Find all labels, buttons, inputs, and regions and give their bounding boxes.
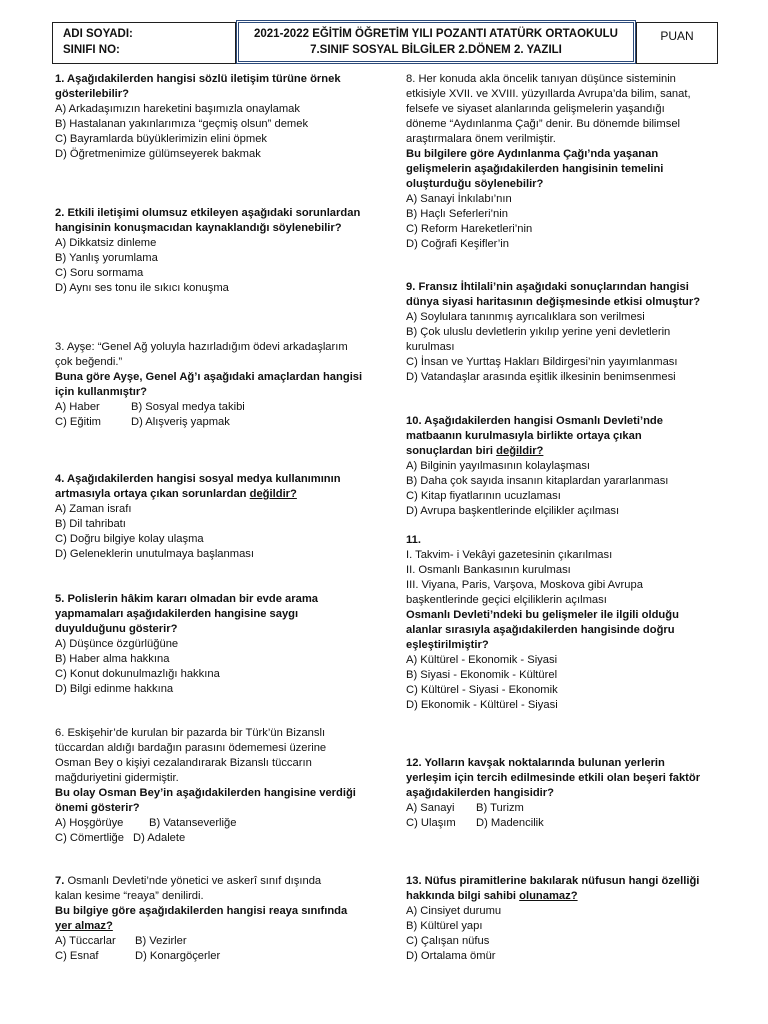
question-stem: 9. Fransız İhtilali’nin aşağıdaki sonuçlarından hangisi	[406, 281, 689, 293]
question-stem: Osmanlı Devleti’ndeki bu gelişmeler ile ilgili olduğu	[406, 609, 679, 621]
exam-title-box	[236, 20, 636, 64]
option-b: B) Haber alma hakkına	[55, 653, 170, 665]
statement-3-cont: başkentlerinde geçici elçiliklerin açılması	[406, 594, 607, 606]
option-d: D) Bilgi edinme hakkına	[55, 683, 174, 695]
question-4	[55, 472, 395, 562]
question-stem: hakkında bilgi sahibi olunamaz?	[406, 890, 578, 902]
question-stem: artmasıyla ortaya çıkan sorunlardan değildir?	[55, 488, 297, 500]
option-b: B) Daha çok sayıda insanın kitaplardan yararlanması	[406, 475, 669, 487]
question-8	[406, 72, 716, 252]
option-a: A) Kültürel - Ekonomik - Siyasi	[406, 654, 558, 666]
option-c: C) Ulaşım	[406, 817, 456, 829]
option-b: B) Kültürel yapı	[406, 920, 483, 932]
option-d: D) Madencilik	[476, 817, 544, 829]
question-stem: dünya siyasi haritasının değişmesinde etkisi olmuştur?	[406, 296, 701, 308]
option-b: B) Vezirler	[135, 935, 187, 947]
statement-1: I. Takvim- i Vekâyi gazetesinin çıkarılması	[406, 549, 613, 561]
option-b: B) Siyasi - Ekonomik - Kültürel	[406, 669, 558, 681]
question-stem: sonuçlardan biri değildir?	[406, 445, 544, 457]
option-a: A) Hoşgörüye	[55, 817, 124, 829]
options-row-1	[55, 816, 395, 831]
exam-title-line2: 7.SINIF SOSYAL BİLGİLER 2.DÖNEM 2. YAZILI	[310, 44, 562, 56]
question-text: 8. Her konuda akla öncelik tanıyan düşünce sisteminin	[406, 73, 676, 85]
question-text: döneme “Aydınlanma Çağı” denir. Bu dönemde bilimsel	[406, 118, 681, 130]
option-a: A) Zaman israfı	[55, 503, 132, 515]
option-d: D) Alışveriş yapmak	[131, 416, 230, 428]
option-a: A) Arkadaşımızın hareketini başımızla onaylamak	[55, 103, 300, 115]
option-d: D) Vatandaşlar arasında eşitlik ilkesinin benimsenmesi	[406, 371, 676, 383]
option-c: C) Kitap fiyatlarının ucuzlaması	[406, 490, 561, 502]
options-row-2	[55, 949, 395, 964]
option-a: A) Haber	[55, 401, 100, 413]
name-label: ADI SOYADI:	[63, 28, 133, 40]
question-stem: Bu olay Osman Bey’in aşağıdakilerden hangisine verdiği	[55, 787, 356, 799]
question-text: etkisiyle XVII. ve XVIII. yüzyıllarda Avrupa’da bilim, sanat,	[406, 88, 691, 100]
question-9	[406, 280, 716, 385]
option-d: D) Ekonomik - Kültürel - Siyasi	[406, 699, 558, 711]
question-stem: gösterilebilir?	[55, 88, 129, 100]
option-d: D) Avrupa başkentlerinde elçilikler açılması	[406, 505, 620, 517]
option-c: C) Konut dokunulmazlığı hakkına	[55, 668, 220, 680]
option-a: A) Bilginin yayılmasının kolaylaşması	[406, 460, 591, 472]
statement-3: III. Viyana, Paris, Varşova, Moskova gibi Avrupa	[406, 579, 643, 591]
question-text: araştırmalara önem verilmiştir.	[406, 133, 556, 145]
question-11	[406, 533, 716, 713]
question-stem: oluşturduğu söylenebilir?	[406, 178, 544, 190]
option-c: C) Kültürel - Siyasi - Ekonomik	[406, 684, 558, 696]
options-row-2	[406, 816, 716, 831]
option-d: D) Aynı ses tonu ile sıkıcı konuşma	[55, 282, 229, 294]
question-7	[55, 874, 395, 964]
question-stem: 1. Aşağıdakilerden hangisi sözlü iletişim türüne örnek	[55, 73, 341, 85]
option-c: C) İnsan ve Yurttaş Hakları Bildirgesi’nin yayımlanması	[406, 356, 678, 368]
question-text: 6. Eskişehir’de kurulan bir pazarda bir Türk’ün Bizanslı	[55, 727, 326, 739]
option-a: A) Sanayi	[406, 802, 455, 814]
option-c: C) Reform Hareketleri’nin	[406, 223, 533, 235]
question-stem: önemi gösterir?	[55, 802, 140, 814]
negation-emphasis: değildir?	[249, 488, 297, 500]
question-stem: duyulduğunu gösterir?	[55, 623, 178, 635]
score-label: PUAN	[660, 29, 694, 43]
student-info-box	[52, 22, 236, 64]
question-stem: eşleştirilmiştir?	[406, 639, 489, 651]
option-a: A) Sanayi İnkılabı’nın	[406, 193, 512, 205]
options-row-1	[406, 801, 716, 816]
option-c: C) Eğitim	[55, 416, 101, 428]
option-a: A) Cinsiyet durumu	[406, 905, 502, 917]
statement-2: II. Osmanlı Bankasının kurulması	[406, 564, 571, 576]
options-row-2	[55, 415, 395, 430]
option-b: B) Hastalanan yakınlarımıza “geçmiş olsun” demek	[55, 118, 309, 130]
question-stem: Bu bilgiye göre aşağıdakilerden hangisi reaya sınıfında	[55, 905, 348, 917]
question-text: çok beğendi.”	[55, 356, 123, 368]
question-stem: matbaanın kurulmasıyla birlikte ortaya çıkan	[406, 430, 642, 442]
exam-title-line1: 2021-2022 EĞİTİM ÖĞRETİM YILI POZANTI ATATÜRK ORTAOKULU	[254, 28, 618, 40]
option-a: A) Tüccarlar	[55, 935, 116, 947]
option-b: B) Çok uluslu devletlerin yıkılıp yerine yeni devletlerin	[406, 326, 671, 338]
negation-emphasis: olunamaz?	[519, 890, 578, 902]
option-b: B) Haçlı Seferleri’nin	[406, 208, 508, 220]
option-c: C) Cömertliğe	[55, 832, 125, 844]
option-c: C) Esnaf	[55, 950, 99, 962]
options-row-2	[55, 831, 395, 846]
question-stem: 12. Yolların kavşak noktalarında bulunan yerlerin	[406, 757, 665, 769]
option-d: D) Konargöçerler	[135, 950, 221, 962]
negation-emphasis: yer almaz?	[55, 920, 113, 932]
option-b: B) Yanlış yorumlama	[55, 252, 158, 264]
question-text: tüccardan aldığı bardağın parasını ödememesi üzerine	[55, 742, 327, 754]
options-row-1	[55, 400, 395, 415]
negation-emphasis: değildir?	[496, 445, 544, 457]
option-a: A) Dikkatsiz dinleme	[55, 237, 157, 249]
options-row-1	[55, 934, 395, 949]
question-stem: gelişmelerin aşağıdakilerden hangisinin temelini	[406, 163, 664, 175]
question-stem: yapmamaları aşağıdakilerden hangisine saygı	[55, 608, 299, 620]
question-1	[55, 72, 395, 162]
question-text: 3. Ayşe: “Genel Ağ yoluyla hazırladığım ödevi arkadaşlarım	[55, 341, 348, 353]
option-c: C) Bayramlarda büyüklerimizin elini öpmek	[55, 133, 268, 145]
question-3	[55, 340, 395, 430]
option-d: D) Ortalama ömür	[406, 950, 496, 962]
option-a: A) Düşünce özgürlüğüne	[55, 638, 179, 650]
option-d: D) Geleneklerin unutulmaya başlanması	[55, 548, 254, 560]
option-b-cont: kurulması	[406, 341, 455, 353]
question-text: Osman Bey o kişiyi cezalandırarak Bizanslı tüccarın	[55, 757, 312, 769]
question-12	[406, 756, 716, 831]
question-stem: Bu bilgilere göre Aydınlanma Çağı’nda yaşanan	[406, 148, 659, 160]
question-2	[55, 206, 395, 296]
option-b: B) Turizm	[476, 802, 524, 814]
question-stem: 4. Aşağıdakilerden hangisi sosyal medya kullanımının	[55, 473, 341, 485]
option-d: D) Adalete	[133, 832, 186, 844]
question-text: 7. Osmanlı Devleti’nde yönetici ve askerî sınıf dışında	[55, 875, 322, 887]
question-stem: Buna göre Ayşe, Genel Ağ’ı aşağıdaki amaçlardan hangisi	[55, 371, 363, 383]
question-5	[55, 592, 395, 697]
question-stem: aşağıdakilerden hangisidir?	[406, 787, 554, 799]
option-d: D) Öğretmenimize gülümseyerek bakmak	[55, 148, 261, 160]
option-a: A) Soylulara tanınmış ayrıcalıklara son verilmesi	[406, 311, 645, 323]
question-6	[55, 726, 395, 846]
option-c: C) Çalışan nüfus	[406, 935, 490, 947]
question-stem: alanlar sırasıyla aşağıdakilerden hangisinde doğru	[406, 624, 675, 636]
option-b: B) Dil tahribatı	[55, 518, 126, 530]
question-text: felsefe ve siyaset alanlarında gelişmelerin yaşandığı	[406, 103, 665, 115]
question-number: 11.	[406, 534, 421, 546]
score-box	[636, 22, 718, 64]
question-stem: yerleşim için tercih edilmesinde etkili olan beşeri faktör	[406, 772, 701, 784]
option-b: B) Vatanseverliğe	[149, 817, 237, 829]
option-d: D) Coğrafi Keşifler’in	[406, 238, 509, 250]
question-10	[406, 414, 716, 519]
question-stem: hangisinin konuşmacıdan kaynaklandığı söylenebilir?	[55, 222, 342, 234]
question-text: mağduriyetini gidermiştir.	[55, 772, 179, 784]
question-stem: 5. Polislerin hâkim kararı olmadan bir evde arama	[55, 593, 319, 605]
question-stem: için kullanmıştır?	[55, 386, 148, 398]
class-label: SINIFI NO:	[63, 44, 120, 56]
option-c: C) Soru sormama	[55, 267, 144, 279]
question-stem: 13. Nüfus piramitlerine bakılarak nüfusun hangi özelliği	[406, 875, 700, 887]
question-text: kalan kesime “reaya” denilirdi.	[55, 890, 204, 902]
option-c: C) Doğru bilgiye kolay ulaşma	[55, 533, 204, 545]
question-stem: 2. Etkili iletişimi olumsuz etkileyen aşağıdaki sorunlardan	[55, 207, 361, 219]
question-stem: 10. Aşağıdakilerden hangisi Osmanlı Devleti’nde	[406, 415, 663, 427]
question-13	[406, 874, 716, 964]
option-b: B) Sosyal medya takibi	[131, 401, 245, 413]
